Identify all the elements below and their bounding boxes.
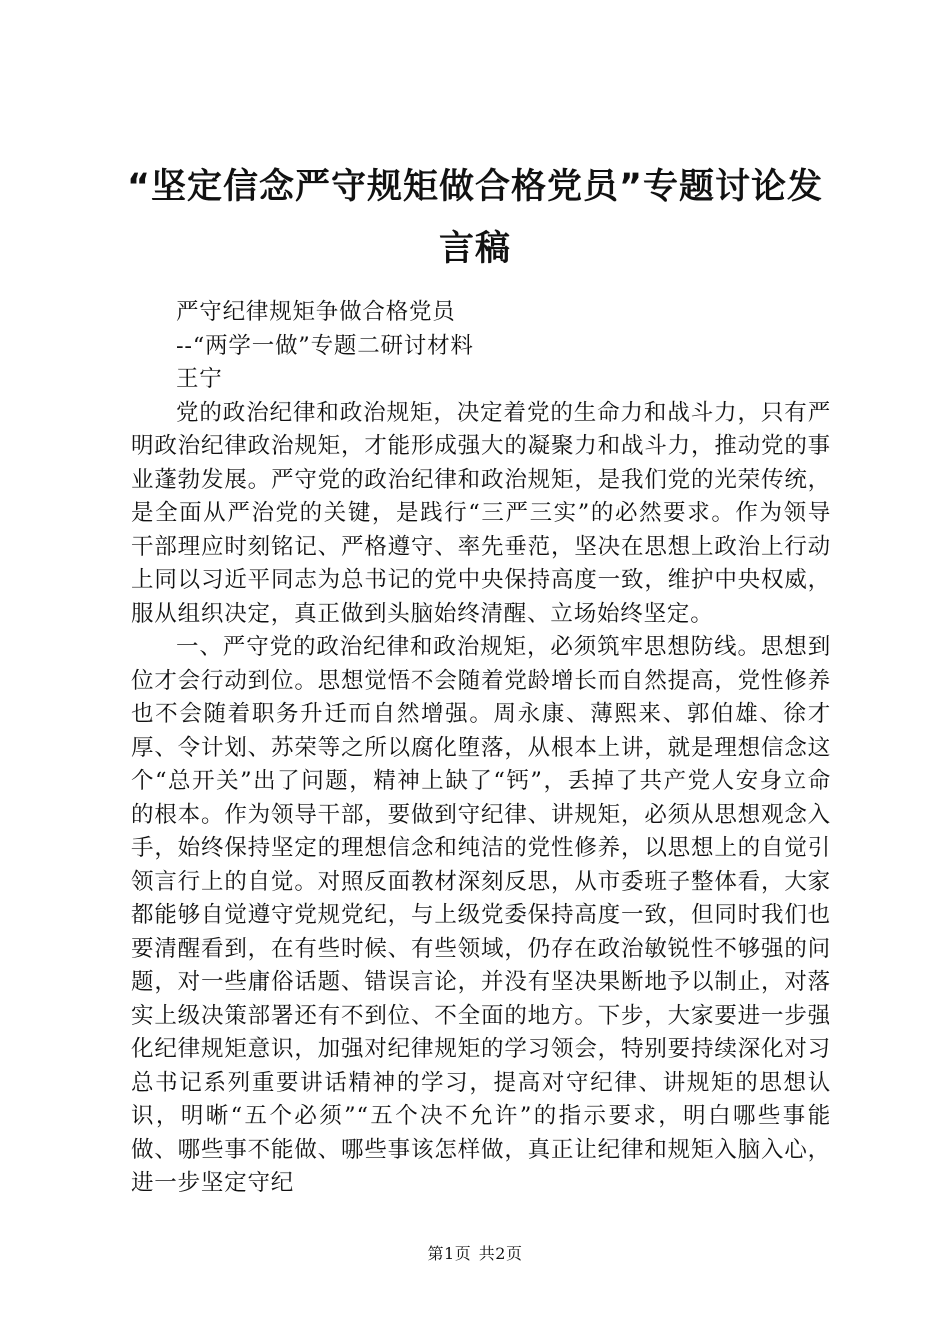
body-paragraph: 党的政治纪律和政治规矩，决定着党的生命力和战斗力，只有严明政治纪律政治规矩，才能形成强大的凝聚力和战斗力，推动党的事业蓬勃发展。严守党的政治纪律和政治规矩，是我们党的光荣传统，是全面从严治党的关键，是践行“三严三实”的必然要求。作为领导干部理应时刻铭记、严格遵守、率先垂范，坚决在思想上政治上行动上同以习近平同志为总书记的党中央保持高度一致，维护中央权威，服从组织决定，真正做到头脑始终清醒、立场始终坚定。 <box>131 399 831 627</box>
document-title: “坚定信念严守规矩做合格党员”专题讨论发言稿 <box>126 167 823 269</box>
body-paragraph: 一、严守党的政治纪律和政治规矩，必须筑牢思想防线。思想到位才会行动到位。思想觉悟不会随着党龄增长而自然提高，党性修养也不会随着职务升迁而自然增强。周永康、薄熙来、郭伯雄、徐才厚、令计划、苏荣等之所以腐化堕落，从根本上讲，就是理想信念这个“总开关”出了问题，精神上缺了“钙”，丢掉了共产党人安身立命的根本。作为领导干部，要做到守纪律、讲规矩，必须从思想观念入手，始终保持坚定的理想信念和纯洁的党性修养，以思想上的自觉引领言行上的自觉。对照反面教材深刻反思，从市委班子整体看，大家都能够自觉遵守党规党纪，与上级党委保持高度一致，但同时我们也要清醒看到，在有些时候、有些领域，仍存在政治敏锐性不够强的问题，对一些庸俗话题、错误言论，并没有坚决果断地予以制止，对落实上级决策部署还有不到位、不全面的地方。下步，大家要进一步强化纪律规矩意识，加强对纪律规矩的学习领会，特别要持续深化对习总书记系列重要讲话精神的学习，提高对守纪律、讲规矩的思想认识，明晰“五个必须”“五个决不允许”的指示要求，明白哪些事能做、哪些事不能做、哪些事该怎样做，真正让纪律和规矩入脑入心，进一步坚定守纪 <box>131 634 831 1196</box>
document-body <box>131 296 831 1201</box>
document-author: 王宁 <box>176 366 223 392</box>
page-footer <box>0 1241 950 1264</box>
page-number: 第1页 <box>427 1244 472 1263</box>
document-subtitle-2: --“两学一做”专题二研讨材料 <box>176 332 474 359</box>
document-subtitle: 严守纪律规矩争做合格党员 <box>176 299 456 325</box>
page-total: 共2页 <box>478 1244 523 1263</box>
